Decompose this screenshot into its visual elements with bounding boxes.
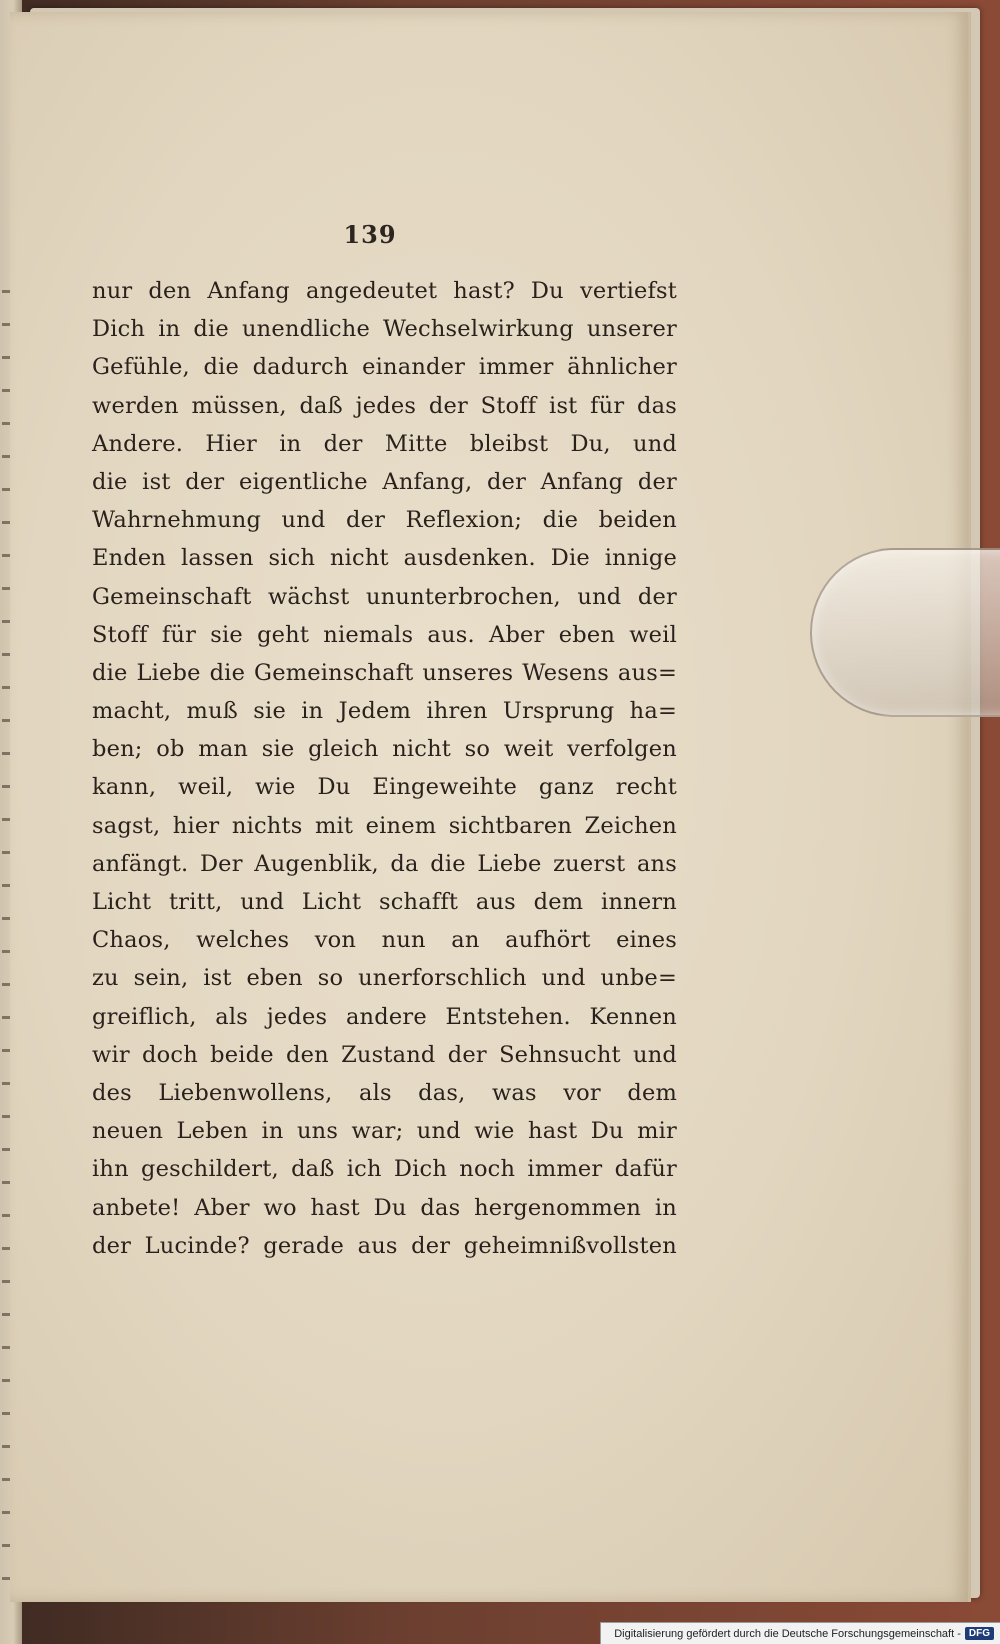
- text-line: der Lucinde? gerade aus der geheimnißvollsten: [92, 1232, 677, 1259]
- text-line: anbete! Aber wo hast Du das hergenommen in: [92, 1194, 677, 1221]
- text-line: Andere. Hier in der Mitte bleibst Du, und: [92, 430, 677, 457]
- edge-mark: [2, 290, 10, 293]
- footer-credit: Digitalisierung gefördert durch die Deutsche Forschungsgemeinschaft -: [614, 1627, 961, 1640]
- text-line: ben; ob man sie gleich nicht so weit verfolgen: [92, 736, 677, 763]
- text-line: Wahrnehmung und der Reflexion; die beiden: [92, 507, 677, 534]
- text-line: zu sein, ist eben so unerforschlich und unbe=: [92, 965, 677, 992]
- text-line: die Liebe die Gemeinschaft unseres Wesens aus=: [92, 659, 677, 686]
- text-line: sagst, hier nichts mit einem sichtbaren Zeichen: [92, 812, 677, 839]
- text-line: Gemeinschaft wächst ununterbrochen, und der: [92, 583, 677, 610]
- book-page: [10, 12, 971, 1602]
- text-line: kann, weil, wie Du Eingeweihte ganz recht: [92, 774, 677, 801]
- text-line: Gefühle, die dadurch einander immer ähnlicher: [92, 354, 677, 381]
- text-line: die ist der eigentliche Anfang, der Anfang der: [92, 468, 677, 495]
- text-line: greiflich, als jedes andere Entstehen. Kennen: [92, 1003, 677, 1030]
- text-line: Chaos, welches von nun an aufhört eines: [92, 927, 677, 954]
- text-line: des Liebenwollens, als das, was vor dem: [92, 1079, 677, 1106]
- text-line: wir doch beide den Zustand der Sehnsucht und: [92, 1041, 677, 1068]
- text-line: Licht tritt, und Licht schafft aus dem innern: [92, 889, 677, 915]
- page-number: 139: [343, 220, 397, 249]
- edge-mark: [2, 1082, 10, 1085]
- dfg-logo: DFG: [965, 1627, 994, 1640]
- text-block: [92, 272, 677, 1265]
- text-line: Dich in die unendliche Wechselwirkung unserer: [92, 316, 677, 343]
- bookmark-clip: [810, 548, 1000, 717]
- text-line: neuen Leben in uns war; und wie hast Du mir: [92, 1118, 677, 1145]
- text-line: anfängt. Der Augenblik, da die Liebe zuerst ans: [92, 850, 677, 877]
- edge-mark: [2, 1478, 10, 1481]
- text-line: macht, muß sie in Jedem ihren Ursprung ha=: [92, 698, 677, 725]
- text-line: ihn geschildert, daß ich Dich noch immer dafür: [92, 1156, 677, 1183]
- text-line: Stoff für sie geht niemals aus. Aber eben weil: [92, 621, 677, 648]
- text-line: nur den Anfang angedeutet hast? Du vertiefst: [92, 278, 677, 304]
- text-line: werden müssen, daß jedes der Stoff ist für das: [92, 392, 677, 419]
- footer-credit-bar: [600, 1622, 1000, 1644]
- text-line: Enden lassen sich nicht ausdenken. Die innige: [92, 545, 677, 572]
- edge-mark: [2, 686, 10, 689]
